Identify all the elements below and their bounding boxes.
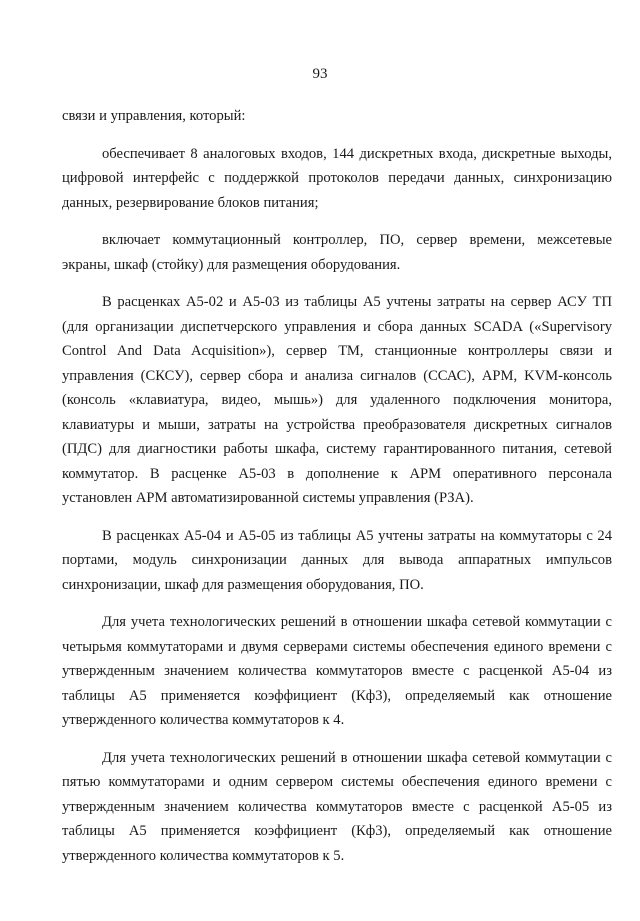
- paragraph-includes: включает коммутационный контроллер, ПО, сервер времени, межсетевые экраны, шкаф (стойку) для размещения оборудования.: [62, 232, 612, 273]
- paragraph-a5-04-a5-05: В расценках А5-04 и А5-05 из таблицы А5 учтены затраты на коммутаторы с 24 портами, модуль синхронизации данных для вывода аппаратных импульсов синхронизации, шкаф для размещения оборудования, ПО.: [62, 527, 612, 593]
- page-number: 93: [312, 66, 328, 82]
- paragraph-a5-02-a5-03: В расценках А5-02 и А5-03 из таблицы А5 учтены затраты на сервер АСУ ТП (для организации диспетчерского управления и сбора данных SCADA («Supervisory Control And Data Acquisition»), сервер ТМ, станционные контроллеры связи и управления (СКСУ), сервер сбора и анализа сигналов (ССАС), АРМ, KVM-консоль (консоль «клавиатура, видео, мышь») для удаленного подключения монитора, клавиатуры и мыши, затраты на устройства преобразователя дискретных сигналов (ПДС) для диагностики работы шкафа, систему гарантированного питания, сетевой коммутатор. В расценке А5-03 в дополнение к АРМ оперативного персонала установлен АРМ автоматизированной системы управления (РЗА).: [62, 294, 612, 506]
- paragraph-four-switches: Для учета технологических решений в отношении шкафа сетевой коммутации с четырьмя коммутаторами и двумя серверами системы обеспечения единого времени с утвержденным значением количества коммутаторов вместе с расценкой А5-04 из таблицы А5 применяется коэффициент (Кф3), определяемый как отношение утвержденного количества коммутаторов к 4.: [62, 614, 612, 728]
- paragraph-five-switches: Для учета технологических решений в отношении шкафа сетевой коммутации с пятью коммутаторами и одним сервером системы обеспечения единого времени с утвержденным значением количества коммутаторов вместе с расценкой А5-05 из таблицы А5 применяется коэффициент (Кф3), определяемый как отношение утвержденного количества коммутаторов к 5.: [62, 749, 612, 864]
- body-text: [62, 104, 612, 868]
- paragraph-provides: обеспечивает 8 аналоговых входов, 144 дискретных входа, дискретные выходы, цифровой интерфейс с поддержкой протоколов передачи данных, синхронизацию данных, резервирование блоков питания;: [62, 145, 612, 211]
- paragraph-continuation: связи и управления, который:: [62, 108, 246, 124]
